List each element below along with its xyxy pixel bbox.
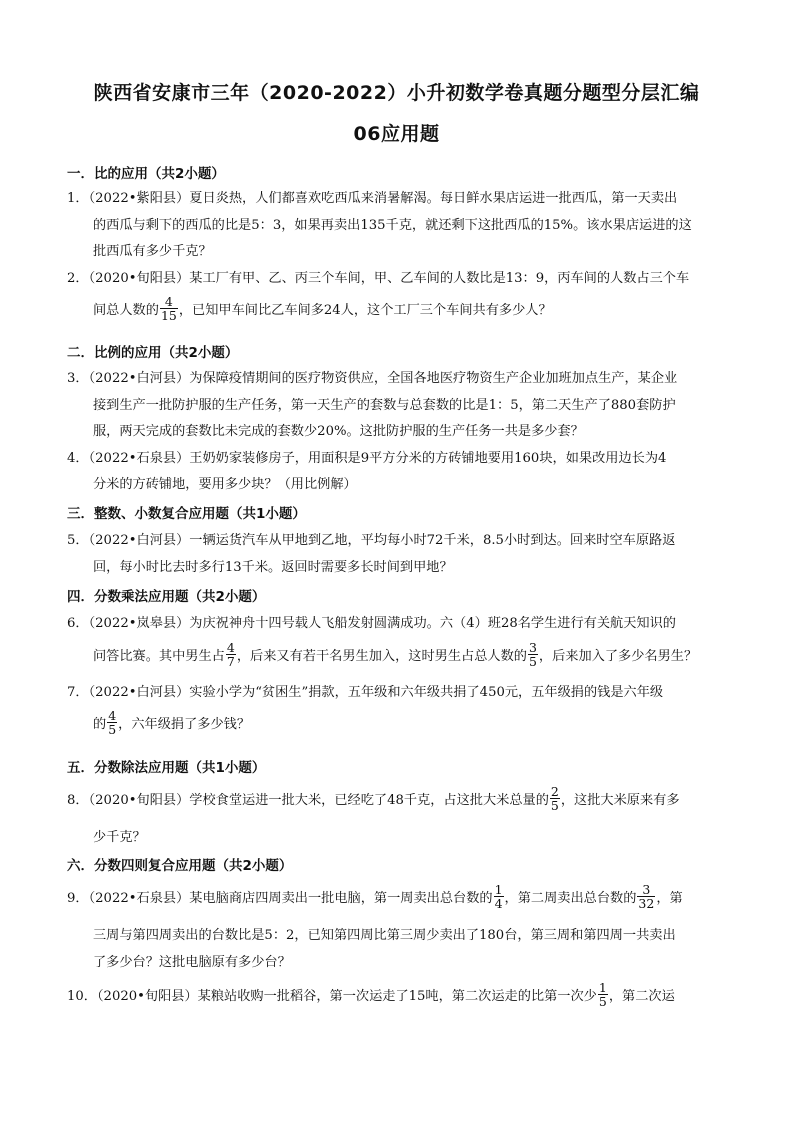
section-heading-fraction-mixed: 六．分数四则复合应用题（共2小题） (67, 858, 293, 874)
problem-1-line-2: 的西瓜与剩下的西瓜的比是5：3，如果再卖出135千克，就还剩下这批西瓜的15%。该水果店运进的这 (93, 218, 692, 233)
fraction: $\frac{1}{4}$ (494, 882, 503, 911)
section-heading-integer-decimal: 三．整数、小数复合应用题（共1小题） (67, 506, 306, 522)
problem-2-text-a: 间总人数的 (93, 303, 159, 318)
problem-4-line-1: 4．（2022•石泉县）王奶奶家装修房子，用面积是9平方分米的方砖铺地要用160块，如果改用边长为4 (67, 451, 667, 466)
section-heading-fraction-division: 五．分数除法应用题（共1小题） (67, 760, 266, 776)
problem-8-line-2: 少千克？ (93, 830, 146, 845)
problem-9-line-3: 了多少台？这批电脑原有多少台？ (93, 955, 291, 970)
problem-7-line-2: 的 $\frac{4}{5}$ ，六年级捐了多少钱？ (93, 708, 251, 737)
problem-1-line-1: 1．（2022•紫阳县）夏日炎热，人们都喜欢吃西瓜来消暑解渴。每日鲜水果店运进一批西瓜，第一天卖出 (67, 191, 678, 206)
problem-5-line-2: 回，每小时比去时多行13千米。返回时需要多长时间到甲地？ (93, 560, 453, 575)
fraction: $\frac{4}{15}$ (160, 294, 177, 323)
problem-6-line-1: 6．（2022•岚皋县）为庆祝神舟十四号载人飞船发射圆满成功。六（4）班28名学生进行有关航天知识的 (67, 616, 676, 631)
problem-2-line-1: 2．（2020•旬阳县）某工厂有甲、乙、丙三个车间，甲、乙车间的人数比是13：9，丙车间的人数占三个车 (67, 271, 690, 286)
problem-7-line-1: 7．（2022•白河县）实验小学为“贫困生”捐款，五年级和六年级共捐了450元，五年级捐的钱是六年级 (67, 685, 664, 700)
document-title: 陕西省安康市三年（2020-2022）小升初数学卷真题分题型分层汇编 (93, 82, 700, 104)
fraction: $\frac{2}{5}$ (550, 784, 559, 813)
document-subtitle: 06应用题 (353, 123, 440, 145)
problem-4-line-2: 分米的方砖铺地，要用多少块？（用比例解） (93, 477, 357, 492)
problem-8-line-1: 8．（2020•旬阳县）学校食堂运进一批大米，已经吃了48千克，占这批大米总量的 $\frac{2}{5}$ ，这批大米原来有多 (67, 784, 680, 813)
problem-3-line-2: 接到生产一批防护服的生产任务，第一天生产的套数与总套数的比是1：5，第二天生产了880套防护 (93, 398, 676, 413)
fraction: $\frac{4}{5}$ (108, 708, 117, 737)
section-heading-ratio: 一．比的应用（共2小题） (67, 166, 225, 182)
section-heading-proportion: 二．比例的应用（共2小题） (67, 345, 239, 361)
problem-9-line-1: 9．（2022•石泉县）某电脑商店四周卖出一批电脑，第一周卖出总台数的 $\frac{1}{4}$ ，第二周卖出总台数的 $\frac{3}{32}$ ，第 (67, 882, 683, 911)
problem-9-line-2: 三周与第四周卖出的台数比是5：2，已知第四周比第三周少卖出了180台，第三周和第四周一共卖出 (93, 928, 676, 943)
fraction: $\frac{3}{5}$ (528, 640, 537, 669)
section-heading-fraction-multiplication: 四．分数乘法应用题（共2小题） (67, 589, 266, 605)
problem-3-line-1: 3．（2022•白河县）为保障疫情期间的医疗物资供应，全国各地医疗物资生产企业加班加点生产，某企业 (67, 371, 678, 386)
problem-3-line-3: 服，两天完成的套数比未完成的套数少20%。这批防护服的生产任务一共是多少套？ (93, 424, 584, 439)
problem-1-line-3: 批西瓜有多少千克？ (93, 244, 212, 259)
fraction: $\frac{1}{5}$ (598, 980, 607, 1009)
problem-6-line-2: 问答比赛。其中男生占 $\frac{4}{7}$ ，后来又有若干名男生加入，这时男生占总人数的 $\frac{3}{5}$ ，后来加入了多少名男生？ (93, 640, 698, 669)
fraction: $\frac{4}{7}$ (226, 640, 235, 669)
problem-2-text-b: ，已知甲车间比乙车间多24人，这个工厂三个车间共有多少人？ (178, 303, 552, 318)
problem-10-line-1: 10．（2020•旬阳县）某粮站收购一批稻谷，第一次运走了15吨，第二次运走的比第一次少 $\frac{1}{5}$ ，第二次运 (67, 980, 675, 1009)
problem-2-line-2 (93, 294, 552, 324)
fraction: $\frac{3}{32}$ (638, 882, 655, 911)
problem-5-line-1: 5．（2022•白河县）一辆运货汽车从甲地到乙地，平均每小时72千米，8.5小时到达。回来时空车原路返 (67, 533, 676, 548)
